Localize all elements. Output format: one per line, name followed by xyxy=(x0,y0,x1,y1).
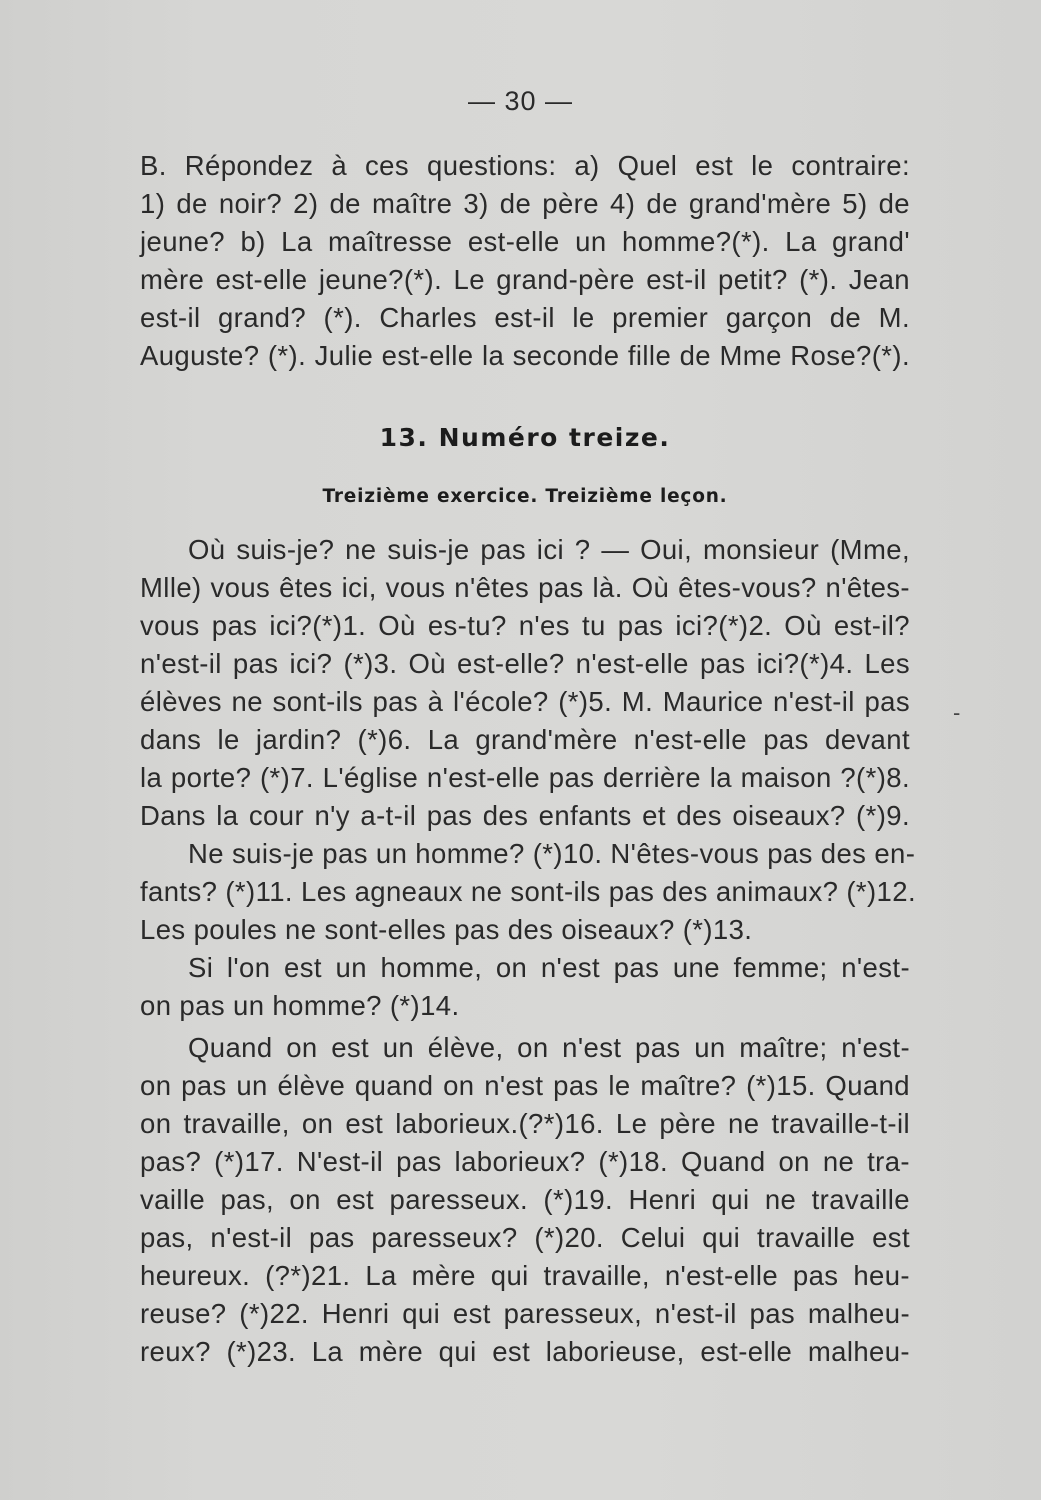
text-line: vaille pas, on est paresseux. (*)19. Henri qui ne travaille xyxy=(140,1184,910,1215)
text-line: vous pas ici?(*)1. Où es-tu? n'es tu pas ici?(*)2. Où est-il? xyxy=(140,610,910,641)
text-line: est-il grand? (*). Charles est-il le premier garçon de M. xyxy=(140,302,910,333)
margin-mark: - xyxy=(953,700,961,725)
text-line: pas? (*)17. N'est-il pas laborieux? (*)18. Quand on ne tra- xyxy=(140,1146,910,1177)
text-line: Ne suis-je pas un homme? (*)10. N'êtes-vous pas des en- xyxy=(188,838,916,869)
text-line: Dans la cour n'y a-t-il pas des enfants et des oiseaux? (*)9. xyxy=(140,800,910,831)
text-line: on pas un homme? (*)14. xyxy=(140,990,460,1021)
text-line: Auguste? (*). Julie est-elle la seconde fille de Mme Rose?(*). xyxy=(140,340,910,371)
text-line: dans le jardin? (*)6. La grand'mère n'est-elle pas devant xyxy=(140,724,910,755)
text-line: Quand on est un élève, on n'est pas un maître; n'est- xyxy=(188,1032,910,1063)
text-line: élèves ne sont-ils pas à l'école? (*)5. M. Maurice n'est-il pas xyxy=(140,686,910,717)
text-line: la porte? (*)7. L'église n'est-elle pas derrière la maison ?(*)8. xyxy=(140,762,910,793)
lesson-subheading: Treizième exercice. Treizième leçon. xyxy=(322,486,728,507)
text-line: jeune? b) La maîtresse est-elle un homme?(*). La grand' xyxy=(140,226,910,257)
text-line: on pas un élève quand on n'est pas le maître? (*)15. Quand xyxy=(140,1070,910,1101)
text-line: mère est-elle jeune?(*). Le grand-père est-il petit? (*). Jean xyxy=(140,264,910,295)
page-number: — 30 — xyxy=(467,86,574,116)
text-line: Les poules ne sont-elles pas des oiseaux? (*)13. xyxy=(140,914,753,945)
text-line: reuse? (*)22. Henri qui est paresseux, n'est-il pas malheu- xyxy=(140,1298,910,1329)
text-line: fants? (*)11. Les agneaux ne sont-ils pas des animaux? (*)12. xyxy=(140,876,916,907)
text-line: pas, n'est-il pas paresseux? (*)20. Celui qui travaille est xyxy=(140,1222,910,1253)
text-line: Où suis-je? ne suis-je pas ici ? — Oui, monsieur (Mme, xyxy=(188,534,910,565)
text-line: heureux. (?*)21. La mère qui travaille, n'est-elle pas heu- xyxy=(140,1260,910,1291)
lesson-heading: 13. Numéro treize. xyxy=(379,423,671,452)
text-line: reux? (*)23. La mère qui est laborieuse, est-elle malheu- xyxy=(140,1336,910,1367)
text-line: n'est-il pas ici? (*)3. Où est-elle? n'est-elle pas ici?(*)4. Les xyxy=(140,648,910,679)
text-line: 1) de noir? 2) de maître 3) de père 4) de grand'mère 5) de xyxy=(140,188,910,219)
text-line: on travaille, on est laborieux.(?*)16. Le père ne travaille-t-il xyxy=(140,1108,910,1139)
text-line: B. Répondez à ces questions: a) Quel est le contraire: xyxy=(140,150,910,181)
text-line: Si l'on est un homme, on n'est pas une femme; n'est- xyxy=(188,952,910,983)
text-line: Mlle) vous êtes ici, vous n'êtes pas là. Où êtes-vous? n'êtes- xyxy=(140,572,910,603)
